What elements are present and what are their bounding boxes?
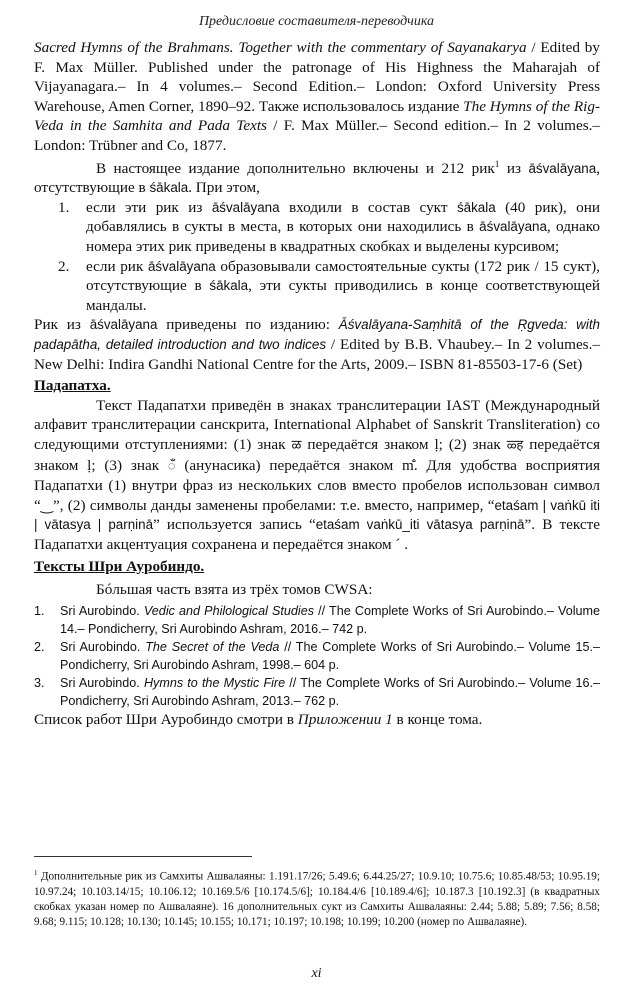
padapatha-example: etaśam | vaṅkū iti | vātasya | parṇinā bbox=[34, 497, 600, 533]
inclusion-text: , отсутствующие в bbox=[34, 159, 600, 197]
padapatha-text: ; (3) знак bbox=[91, 456, 168, 474]
devanagari-glyph: ळ्ह bbox=[506, 437, 524, 453]
list-text: входили в состав сукт bbox=[279, 198, 457, 216]
sanskrit-term: āśvalāyana bbox=[211, 199, 280, 215]
iast-glyph: m̐ bbox=[402, 456, 414, 474]
samhita-pada-details: / F. Max Müller.– Second edition.– In 2 volumes.– London: Trübner and Co, 1877. bbox=[34, 117, 600, 154]
sanskrit-term: śākala bbox=[456, 199, 496, 215]
list-text: образовывали самостоятельные сукты (172 рик / 15 сукт), отсутствующие в bbox=[86, 257, 600, 295]
section-heading-aurobindo: Тексты Шри Ауробиндо. bbox=[34, 557, 205, 575]
padapatha-text: ”. В тексте Падапатхи акцентуация сохранена и передаётся знаком ´ . bbox=[34, 516, 600, 553]
bibliography-paragraph bbox=[34, 38, 600, 156]
sanskrit-term: āśvalāyana bbox=[528, 160, 597, 176]
cwsa-title: Hymns to the Mystic Fire bbox=[143, 675, 286, 690]
closing-paragraph bbox=[34, 710, 600, 730]
appendix-reference[interactable]: Приложении 1 bbox=[297, 710, 393, 728]
list-item bbox=[34, 602, 600, 638]
running-head: Предисловие составителя-переводчика bbox=[198, 14, 435, 29]
list-item bbox=[44, 198, 600, 257]
list-item bbox=[34, 674, 600, 710]
list-item bbox=[34, 638, 600, 674]
source-text: Рик из bbox=[34, 316, 90, 334]
list-text: если рик bbox=[86, 257, 148, 275]
cwsa-author: Sri Aurobindo. bbox=[60, 639, 146, 654]
sanskrit-term: āśvalāyana bbox=[89, 317, 158, 333]
asvalayana-title: Āśvalāyana-Saṃhitā of the Ṛgveda: with padapātha, detailed introduction and two indices bbox=[34, 317, 600, 352]
cwsa-list bbox=[34, 602, 600, 710]
rigveda-title: Sacred Hymns of the Brahmans. Together with the commentary of Sayanakarya bbox=[34, 39, 527, 56]
padapatha-text: ; (2) знак bbox=[438, 435, 507, 453]
devanagari-glyph: ँ bbox=[167, 458, 176, 474]
list-number: 3. bbox=[34, 675, 45, 690]
list-number: 1. bbox=[34, 603, 45, 618]
padapatha-text: ” используется запись “ bbox=[153, 516, 316, 534]
iast-glyph: ḷ bbox=[434, 435, 439, 453]
iast-glyph: ḷ bbox=[87, 456, 92, 474]
heading-text: Падапатха bbox=[34, 377, 107, 395]
padapatha-text: передаётся знаком bbox=[34, 435, 600, 474]
padapatha-text: Текст Падапатхи приведён в знаках транслитерации IAST (Международный алфавит транслитерации санскрита, International Alphabet of Sanskrit Transliteration) со следующими отступлениями: (1) знак bbox=[34, 396, 600, 453]
padapatha-text: . Для удобства восприятия Падапатхи (1) внутри фраз из нескольких слов вместо пробелов использован символ “‿”, (2) символы данды заменены пробелами: т.е. вместо, например, “ bbox=[34, 456, 600, 514]
source-text: приведены по изданию: bbox=[157, 316, 339, 334]
closing-text: Список работ Шри Ауробиндо смотри в bbox=[34, 710, 298, 728]
devanagari-glyph: ळ bbox=[291, 437, 302, 453]
inclusion-text: . При этом, bbox=[188, 179, 260, 197]
footnote-divider bbox=[34, 856, 252, 857]
section-heading-padapatha: Падапатха. bbox=[34, 377, 111, 395]
footnote-text: Дополнительные рик из Самхиты Ашвалаяны: 1.191.17/26; 5.49.6; 6.44.25/27; 10.9.10; 10.75.6; 10.85.48/53; 10.95.19; 10.97.24; 10.103.14/15; 10.106.12; 10.169.5/6 [10.174.5/6]; 10.184.4/6 [10.189.4/6]; 10.187.3 [10.192.3] (в квадратных скобках указан номер по Ашвалаяне). 16 дополнительных сукт из Самхиты Ашвалаяны: 2.44; 5.88; 5.89; 7.56; 8.58; 9.68; 9.115; 10.128; 10.130; 10.145; 10.155; 10.171; 10.197; 10.198; 10.199; 10.200 (номер по Ашвалаяне). bbox=[34, 870, 600, 929]
main-text bbox=[34, 38, 600, 729]
list-text: , однако номера этих рик приведены в квадратных скобках и выделены курсивом; bbox=[86, 218, 600, 255]
list-text: (40 рик), они добавлялись в сукты в места, в которых они находились в bbox=[86, 198, 600, 236]
cwsa-title: Vedic and Philological Studies bbox=[143, 603, 315, 618]
padapatha-paragraph bbox=[34, 396, 600, 555]
inclusion-text: из bbox=[499, 159, 529, 177]
footnote-number: 1 bbox=[34, 869, 38, 877]
closing-text: в конце тома. bbox=[392, 710, 483, 728]
cwsa-author: Sri Aurobindo. bbox=[60, 603, 144, 618]
cwsa-author: Sri Aurobindo. bbox=[60, 675, 144, 690]
cwsa-details: // The Complete Works of Sri Aurobindo.– Volume 14.– Pondicherry, Sri Aurobindo Ashram, 2016.– 742 p. bbox=[60, 603, 601, 636]
cwsa-title: The Secret of the Veda bbox=[145, 639, 280, 654]
source-paragraph bbox=[34, 315, 600, 374]
sanskrit-term: āśvalāyana bbox=[479, 219, 547, 235]
footnote bbox=[34, 866, 600, 931]
list-number: 2. bbox=[34, 639, 45, 654]
edition-details: / Edited by F. Max Müller. Published under the patronage of His Highness the Maharajah of Vijayanagara.– In 4 volumes.– Second Edition.– London: Oxford University Press Warehouse, Amen Corner, 1890–92. Также использовалось издание bbox=[34, 39, 600, 115]
cwsa-details: // The Complete Works of Sri Aurobindo.– Volume 15.– Pondicherry, Sri Aurobindo Ashram, 1998.– 604 p. bbox=[60, 639, 600, 672]
samhita-pada-title: The Hymns of the Rig-Veda in the Samhita and Pada Texts bbox=[34, 97, 600, 135]
source-text: / Edited by B.B. Vhaubey.– In 2 volumes.– New Delhi: Indira Gandhi National Centre for the Arts, 2009.– ISBN 81-85503-17-6 (Set) bbox=[34, 335, 600, 373]
list-number: 2. bbox=[58, 257, 70, 275]
sanskrit-term: śākala bbox=[209, 278, 249, 294]
footnote-marker[interactable]: 1 bbox=[494, 159, 500, 170]
padapatha-text: (анунасика) передаётся знаком bbox=[175, 456, 403, 474]
list-text: , эти сукты приводились в конце соответствующей мандалы. bbox=[86, 277, 600, 314]
list-item bbox=[44, 257, 600, 316]
page-number: xi bbox=[311, 966, 322, 981]
cwsa-intro: Бóльшая часть взята из трёх томов CWSA: bbox=[96, 581, 373, 599]
inclusion-list bbox=[34, 198, 600, 316]
heading-text: Тексты Шри Ауробиндо bbox=[34, 557, 201, 575]
inclusion-text: В настоящее издание дополнительно включены и 212 рик bbox=[96, 159, 495, 177]
list-text: если эти рик из bbox=[86, 198, 212, 216]
padapatha-text: передаётся знаком bbox=[301, 435, 435, 453]
cwsa-details: // The Complete Works of Sri Aurobindo.– Volume 16.– Pondicherry, Sri Aurobindo Ashram, 2013.– 762 p. bbox=[60, 675, 601, 708]
list-number: 1. bbox=[58, 198, 70, 216]
inclusion-paragraph bbox=[34, 156, 600, 198]
sanskrit-term: āśvalāyana bbox=[147, 258, 216, 274]
padapatha-example: etaśam vaṅkū_iti vātasya parṇinā bbox=[315, 517, 525, 533]
sanskrit-term: śākala bbox=[149, 180, 189, 196]
